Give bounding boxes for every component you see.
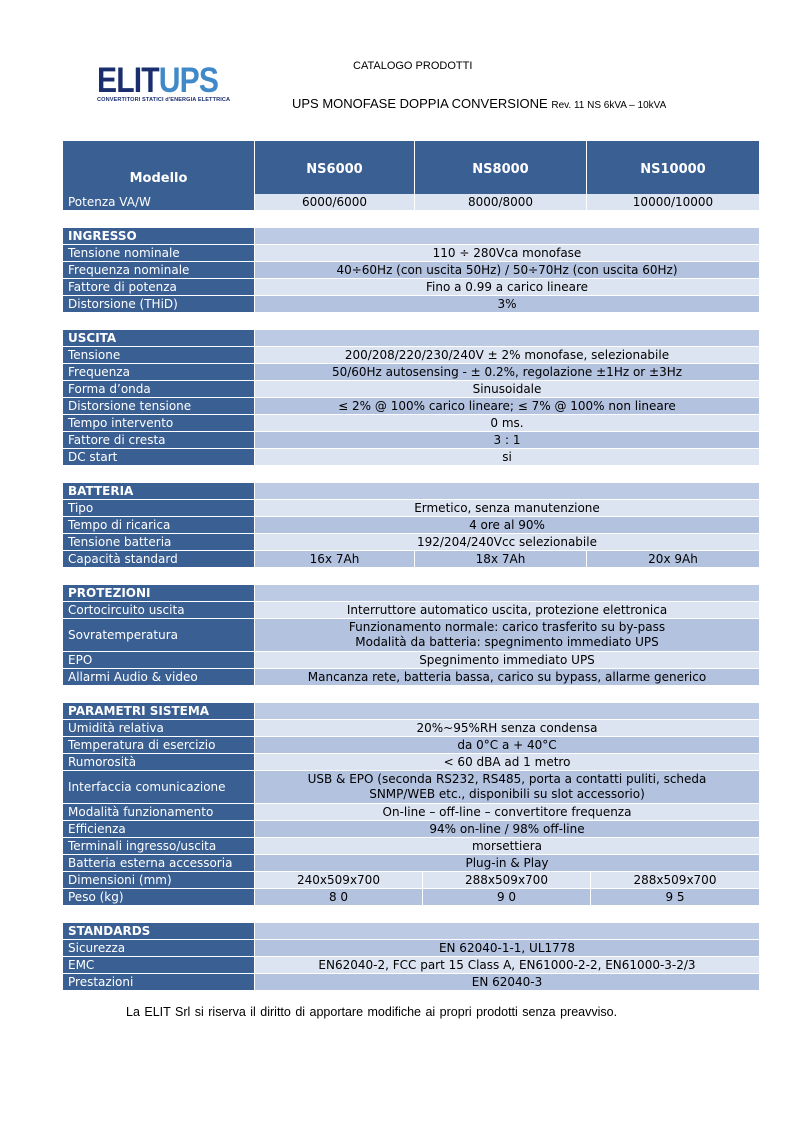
table-row [63,415,759,432]
row-label: Tipo [63,500,255,517]
table-row [63,534,759,551]
row-value: Funzionamento normale: carico trasferito su by-pass Modalità da batteria: spegnimento immediato UPS [255,619,759,652]
row-value: 18x 7Ah [415,551,587,568]
section-header [63,703,759,720]
model-header: Modello [63,141,255,194]
row-value: On-line – off-line – convertitore frequenza [255,804,759,821]
row-value: da 0°C a + 40°C [255,737,759,754]
row-label: Tensione nominale [63,245,255,262]
row-label: Temperatura di esercizio [63,737,255,754]
section-title: USCITA [63,330,255,347]
row-value: EN 62040-3 [255,974,759,991]
table-row [63,754,759,771]
row-label: Tempo di ricarica [63,517,255,534]
spec-table [63,141,759,991]
table-row [63,245,759,262]
section-header [63,330,759,347]
row-label: Rumorosità [63,754,255,771]
table-row [63,449,759,466]
row-label: Tensione [63,347,255,364]
row-label: Terminali ingresso/uscita [63,838,255,855]
section-header [63,483,759,500]
row-value: USB & EPO (seconda RS232, RS485, porta a contatti puliti, scheda SNMP/WEB etc., disponibili su slot accessorio) [255,771,759,804]
table-row [63,889,759,906]
table-row [63,262,759,279]
section-title: PROTEZIONI [63,585,255,602]
row-value: Interruttore automatico uscita, protezione elettronica [255,602,759,619]
row-label: Prestazioni [63,974,255,991]
model-ns6000: NS6000 [255,141,415,194]
table-row [63,804,759,821]
row-value: 110 ÷ 280Vca monofase [255,245,759,262]
section-header [63,585,759,602]
table-row [63,974,759,991]
table-row [63,296,759,313]
row-value: 288x509x700 [591,872,759,889]
table-row [63,381,759,398]
table-row [63,821,759,838]
table-row [63,771,759,804]
row-label: EMC [63,957,255,974]
document-title: UPS MONOFASE DOPPIA CONVERSIONE Rev. 11 NS 6kVA – 10kVA [292,96,667,111]
table-row [63,720,759,737]
row-label: Allarmi Audio & video [63,669,255,686]
spacer [63,686,759,703]
row-value: 10000/10000 [587,194,759,211]
row-label: Sovratemperatura [63,619,255,652]
row-label: Interfaccia comunicazione [63,771,255,804]
row-value: 8 0 [255,889,423,906]
logo-tagline: CONVERTITORI STATICI d'ENERGIA ELETTRICA [97,97,231,103]
row-value: 192/204/240Vcc selezionabile [255,534,759,551]
table-row [63,619,759,652]
table-row [63,194,759,211]
row-value: Fino a 0.99 a carico lineare [255,279,759,296]
table-row [63,940,759,957]
row-label: Frequenza nominale [63,262,255,279]
row-label: Fattore di potenza [63,279,255,296]
table-row [63,500,759,517]
table-row [63,279,759,296]
row-value: 4 ore al 90% [255,517,759,534]
revision-label: Rev. 11 NS 6kVA – 10kVA [551,100,667,111]
row-label: Capacità standard [63,551,255,568]
table-row [63,737,759,754]
row-value: Plug-in & Play [255,855,759,872]
row-label: EPO [63,652,255,669]
row-value: ≤ 2% @ 100% carico lineare; ≤ 7% @ 100% non lineare [255,398,759,415]
row-value: Sinusoidale [255,381,759,398]
table-row [63,602,759,619]
row-value: 20x 9Ah [587,551,759,568]
row-label: Potenza VA/W [63,194,255,211]
row-value: 8000/8000 [415,194,587,211]
table-row [63,517,759,534]
row-value: Mancanza rete, batteria bassa, carico su bypass, allarme generico [255,669,759,686]
row-value: 20%~95%RH senza condensa [255,720,759,737]
table-row [63,347,759,364]
row-label: Dimensioni (mm) [63,872,255,889]
section-header [63,228,759,245]
row-label: Forma d’onda [63,381,255,398]
row-value: 0 ms. [255,415,759,432]
row-value: 9 0 [423,889,591,906]
row-label: Tensione batteria [63,534,255,551]
row-label: Peso (kg) [63,889,255,906]
elit-ups-logo [97,61,231,109]
section-header [63,923,759,940]
row-value: EN62040-2, FCC part 15 Class A, EN61000-2-2, EN61000-3-2/3 [255,957,759,974]
table-row [63,551,759,568]
row-value: morsettiera [255,838,759,855]
logo-wordmark: ELITUPS [97,61,219,100]
disclaimer-footer: La ELIT Srl si riserva il diritto di apportare modifiche ai propri prodotti senza preavviso. [126,1005,618,1019]
catalog-title: CATALOGO PRODOTTI [353,60,473,72]
table-row [63,838,759,855]
table-row [63,872,759,889]
spacer [63,211,759,228]
spacer [63,313,759,330]
row-label: Modalità funzionamento [63,804,255,821]
table-row [63,364,759,381]
row-label: Cortocircuito uscita [63,602,255,619]
row-value: 16x 7Ah [255,551,415,568]
row-value: 94% on-line / 98% off-line [255,821,759,838]
table-row [63,432,759,449]
row-label: Distorsione (THiD) [63,296,255,313]
spacer [63,906,759,923]
model-ns8000: NS8000 [415,141,587,194]
row-value: < 60 dBA ad 1 metro [255,754,759,771]
table-header-row [63,141,759,194]
row-value: 40÷60Hz (con uscita 50Hz) / 50÷70Hz (con uscita 60Hz) [255,262,759,279]
row-value: 240x509x700 [255,872,423,889]
row-value: si [255,449,759,466]
row-value: Ermetico, senza manutenzione [255,500,759,517]
table-row [63,652,759,669]
section-title: INGRESSO [63,228,255,245]
model-ns10000: NS10000 [587,141,759,194]
row-value: Spegnimento immediato UPS [255,652,759,669]
row-label: Tempo intervento [63,415,255,432]
table-row [63,669,759,686]
row-value: 3% [255,296,759,313]
row-value: 288x509x700 [423,872,591,889]
row-label: Batteria esterna accessoria [63,855,255,872]
row-label: Sicurezza [63,940,255,957]
section-title: STANDARDS [63,923,255,940]
row-value: 200/208/220/230/240V ± 2% monofase, selezionabile [255,347,759,364]
row-value: 50/60Hz autosensing - ± 0.2%, regolazione ±1Hz or ±3Hz [255,364,759,381]
row-value: 3 : 1 [255,432,759,449]
row-value: 6000/6000 [255,194,415,211]
spacer [63,568,759,585]
section-title: PARAMETRI SISTEMA [63,703,255,720]
row-label: Distorsione tensione [63,398,255,415]
table-row [63,855,759,872]
row-label: Efficienza [63,821,255,838]
section-title: BATTERIA [63,483,255,500]
row-label: DC start [63,449,255,466]
table-row [63,957,759,974]
row-value: EN 62040-1-1, UL1778 [255,940,759,957]
spacer [63,466,759,483]
row-label: Umidità relativa [63,720,255,737]
row-label: Frequenza [63,364,255,381]
row-value: 9 5 [591,889,759,906]
table-row [63,398,759,415]
row-label: Fattore di cresta [63,432,255,449]
